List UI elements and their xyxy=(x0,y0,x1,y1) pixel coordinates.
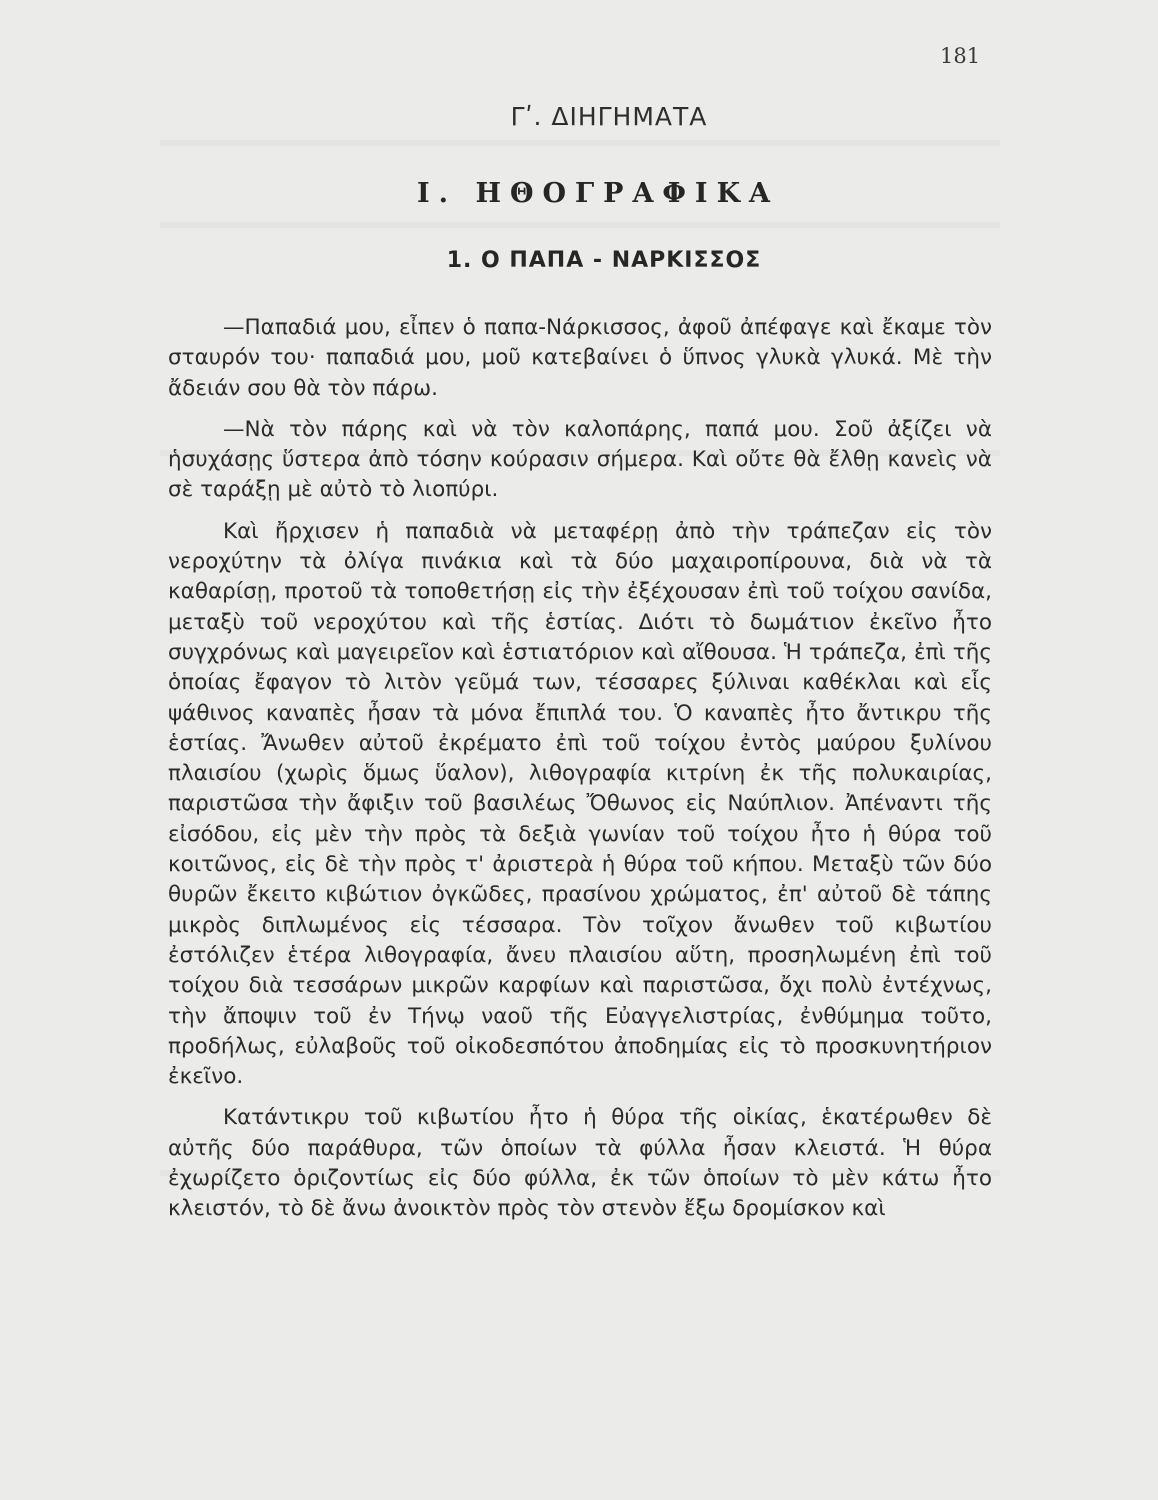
show-through-shadow xyxy=(160,140,1000,146)
show-through-shadow xyxy=(160,222,1000,228)
paragraph: Κατάντικρυ τοῦ κιβωτίου ἦτο ἡ θύρα τῆς οἰκίας, ἑκατέρωθεν δὲ αὐτῆς δύο παράθυρα, τῶν ὁποίων τὰ φύλλα ἦσαν κλειστά. Ἡ θύρα ἐχωρίζετο ὁριζοντίως εἰς δύο φύλλα, ἐκ τῶν ὁποίων τὸ μὲν κάτω ἦτο κλειστόν, τὸ δὲ ἄνω ἀνοικτὸν πρὸς τὸν στενὸν ἔξω δρομίσκον καὶ xyxy=(168,1105,992,1222)
page-number: 181 xyxy=(940,44,981,68)
paragraph: Καὶ ἤρχισεν ἡ παπαδιὰ νὰ μεταφέρῃ ἀπὸ τὴν τράπεζαν εἰς τὸν νεροχύτην τὰ ὀλίγα πινάκια καὶ τὰ δύο μαχαιροπίρουνα, διὰ νὰ τὰ καθαρίσῃ, προτοῦ τὰ τοποθετήσῃ εἰς τὴν ἐξέχουσαν ἐπὶ τοῦ τοίχου σανίδα, μεταξὺ τοῦ νεροχύτου καὶ τῆς ἑστίας. Διότι τὸ δωμάτιον ἐκεῖνο ἦτο συγχρόνως καὶ μαγειρεῖον καὶ ἑστιατόριον καὶ αἴθουσα. Ἡ τράπεζα, ἐπὶ τῆς ὁποίας ἔφαγον τὸ λιτὸν γεῦμά των, τέσσαρες ξύλιναι καθέκλαι καὶ εἷς ψάθινος καναπὲς ἦσαν τὰ μόνα ἔπιπλά του. Ὁ καναπὲς ἦτο ἄντικρυ τῆς ἑστίας. Ἄνωθεν αὐτοῦ ἐκρέματο ἐπὶ τοῦ τοίχου ἐντὸς μαύρου ξυλίνου πλαισίου (χωρὶς ὅμως ὕαλον), λιθογραφία κιτρίνη ἐκ τῆς πολυκαιρίας, παριστῶσα τὴν ἄφιξιν τοῦ βασιλέως Ὄθωνος εἰς Ναύπλιον. Ἀπέναντι τῆς εἰσόδου, εἰς μὲν τὴν πρὸς τὰ δεξιὰ γωνίαν τοῦ τοίχου ἦτο ἡ θύρα τοῦ κοιτῶνος, εἰς δὲ τὴν πρὸς τ' ἀριστερὰ ἡ θύρα τοῦ κήπου. Μεταξὺ τῶν δύο θυρῶν ἔκειτο κιβώτιον ὀγκῶδες, πρασίνου χρώματος, ἐπ' αὐτοῦ δὲ τάπης μικρὸς διπλωμένος εἰς τέσσαρα. Τὸν τοῖχον ἄνωθεν τοῦ κιβωτίου ἐστόλιζεν ἑτέρα λιθογραφία, ἄνευ πλαισίου αὕτη, προσηλωμένη ἐπὶ τοῦ τοίχου διὰ τεσσάρων μικρῶν καρφίων καὶ παριστῶσα, ὄχι πολὺ ἐντέχνως, τὴν ἄποψιν τοῦ ἐν Τήνῳ ναοῦ τῆς Εὐαγγελιστρίας, ἐνθύμημα τοῦτο, προδήλως, εὐλαβοῦς τοῦ οἰκοδεσπότου ἀποδημίας εἰς τὸ προσκυνητήριον ἐκεῖνο. xyxy=(168,518,992,1090)
paragraph: —Νὰ τὸν πάρης καὶ νὰ τὸν καλοπάρης, παπά μου. Σοῦ ἀξίζει νὰ ἡσυχάσῃς ὕστερα ἀπὸ τόσην κούρασιν σήμερα. Καὶ οὔτε θὰ ἔλθῃ κανεὶς νὰ σὲ ταράξῃ μὲ αὐτὸ τὸ λιοπύρι. xyxy=(168,416,992,503)
body-text xyxy=(168,313,992,1225)
section-title: Γʹ. ΔΙΗΓΗΜΑΤΑ xyxy=(510,102,708,131)
story-title: 1. Ο ΠΑΠΑ - ΝΑΡΚΙΣΣΟΣ xyxy=(446,248,762,273)
chapter-title: Ι. ΗΘΟΓΡΑΦΙΚΑ xyxy=(417,178,779,209)
paragraph: —Παπαδιά μου, εἶπεν ὁ παπα-Νάρκισσος, ἀφοῦ ἀπέφαγε καὶ ἔκαμε τὸν σταυρόν του· παπαδιά μου, μοῦ κατεβαίνει ὁ ὕπνος γλυκὰ γλυκά. Μὲ τὴν ἄδειάν σου θὰ τὸν πάρω. xyxy=(168,315,992,401)
